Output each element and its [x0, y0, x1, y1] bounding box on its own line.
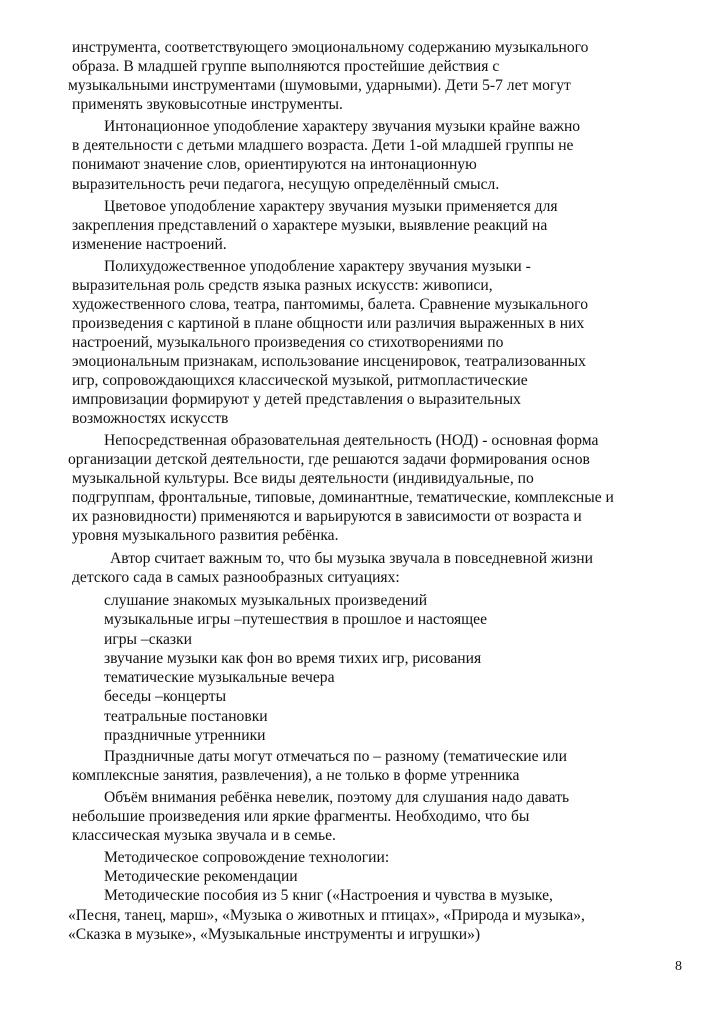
text-line: уровня музыкального развития ребёнка.: [72, 527, 339, 544]
text-line: образа. В младшей группе выполняются простейшие действия с: [72, 58, 500, 75]
text-line: настроений, музыкального произведения со стихотворениями по: [72, 334, 504, 351]
text-line: музыкальной культуры. Все виды деятельности (индивидуальные, по: [72, 470, 534, 487]
text-line: Цветовое уподобление характеру звучания музыки применяется для: [104, 198, 558, 215]
text-line: изменение настроений.: [72, 236, 227, 253]
text-line: «Сказка в музыке», «Музыкальные инструменты и игрушки»): [68, 926, 481, 943]
text-line: комплексные занятия, развлечения), а не только в форме утренника: [72, 767, 520, 784]
text-line: «Песня, танец, марш», «Музыка о животных и птицах», «Природа и музыка»,: [68, 907, 585, 924]
text-line: Праздничные даты могут отмечаться по – разному (тематические или: [104, 748, 567, 765]
text-line: импровизации формируют у детей представления о выразительных: [72, 391, 521, 408]
text-line: Автор считает важным то, что бы музыка звучала в повседневной жизни: [110, 550, 593, 567]
text-line: художественного слова, театра, пантомимы, балета. Сравнение музыкального: [72, 296, 588, 313]
text-line: подгруппам, фронтальные, типовые, доминантные, тематические, комплексные и: [72, 489, 614, 506]
text-line: классическая музыка звучала и в семье.: [72, 827, 336, 844]
text-line: игр, сопровождающихся классической музыкой, ритмопластические: [72, 372, 528, 389]
text-line: произведения с картиной в плане общности или различия выраженных в них: [72, 315, 585, 332]
text-line: выразительная роль средств языка разных искусств: живописи,: [72, 277, 493, 294]
text-line: небольшие произведения или яркие фрагменты. Необходимо, что бы: [72, 808, 530, 825]
list-item: праздничные утренники: [104, 727, 266, 744]
text-line: эмоциональным признакам, использование инсценировок, театрализованных: [72, 353, 586, 370]
text-line: детского сада в самых разнообразных ситуациях:: [72, 569, 400, 586]
text-line: их разновидности) применяются и варьируются в зависимости от возраста и: [72, 508, 582, 525]
list-item: тематические музыкальные вечера: [104, 669, 335, 686]
list-item: звучание музыки как фон во время тихих игр, рисования: [104, 650, 482, 667]
list-item: слушание знакомых музыкальных произведений: [104, 592, 428, 609]
text-line: Методические рекомендации: [104, 868, 298, 885]
text-line: инструмента, соответствующего эмоциональному содержанию музыкального: [72, 39, 589, 56]
list-item: театральные постановки: [104, 708, 268, 725]
text-line: применять звуковысотные инструменты.: [72, 96, 343, 113]
list-item: игры –сказки: [104, 631, 192, 648]
text-line: Методическое сопровождение технологии:: [104, 849, 390, 866]
text-line: понимают значение слов, ориентируются на интонационную: [72, 156, 477, 173]
text-line: закрепления представлений о характере музыки, выявление реакций на: [72, 217, 548, 234]
list-item: музыкальные игры –путешествия в прошлое и настоящее: [104, 611, 488, 628]
text-line: музыкальными инструментами (шумовыми, ударными). Дети 5-7 лет могут: [68, 77, 571, 94]
page-number: 8: [675, 959, 682, 974]
text-line: Объём внимания ребёнка невелик, поэтому для слушания надо давать: [104, 789, 570, 806]
text-line: организации детской деятельности, где решаются задачи формирования основ: [68, 451, 590, 468]
text-line: выразительность речи педагога, несущую определённый смысл.: [72, 176, 500, 193]
text-line: Полихудожественное уподобление характеру звучания музыки -: [104, 258, 531, 275]
text-line: возможностях искусств: [72, 410, 229, 427]
list-item: беседы –концерты: [104, 688, 227, 705]
text-line: Методические пособия из 5 книг («Настроения и чувства в музыке,: [104, 887, 553, 904]
text-line: Непосредственная образовательная деятельность (НОД) - основная форма: [104, 432, 599, 449]
text-line: в деятельности с детьми младшего возраста. Дети 1-ой младшей группы не: [72, 137, 574, 154]
text-line: Интонационное уподобление характеру звучания музыки крайне важно: [104, 118, 581, 135]
